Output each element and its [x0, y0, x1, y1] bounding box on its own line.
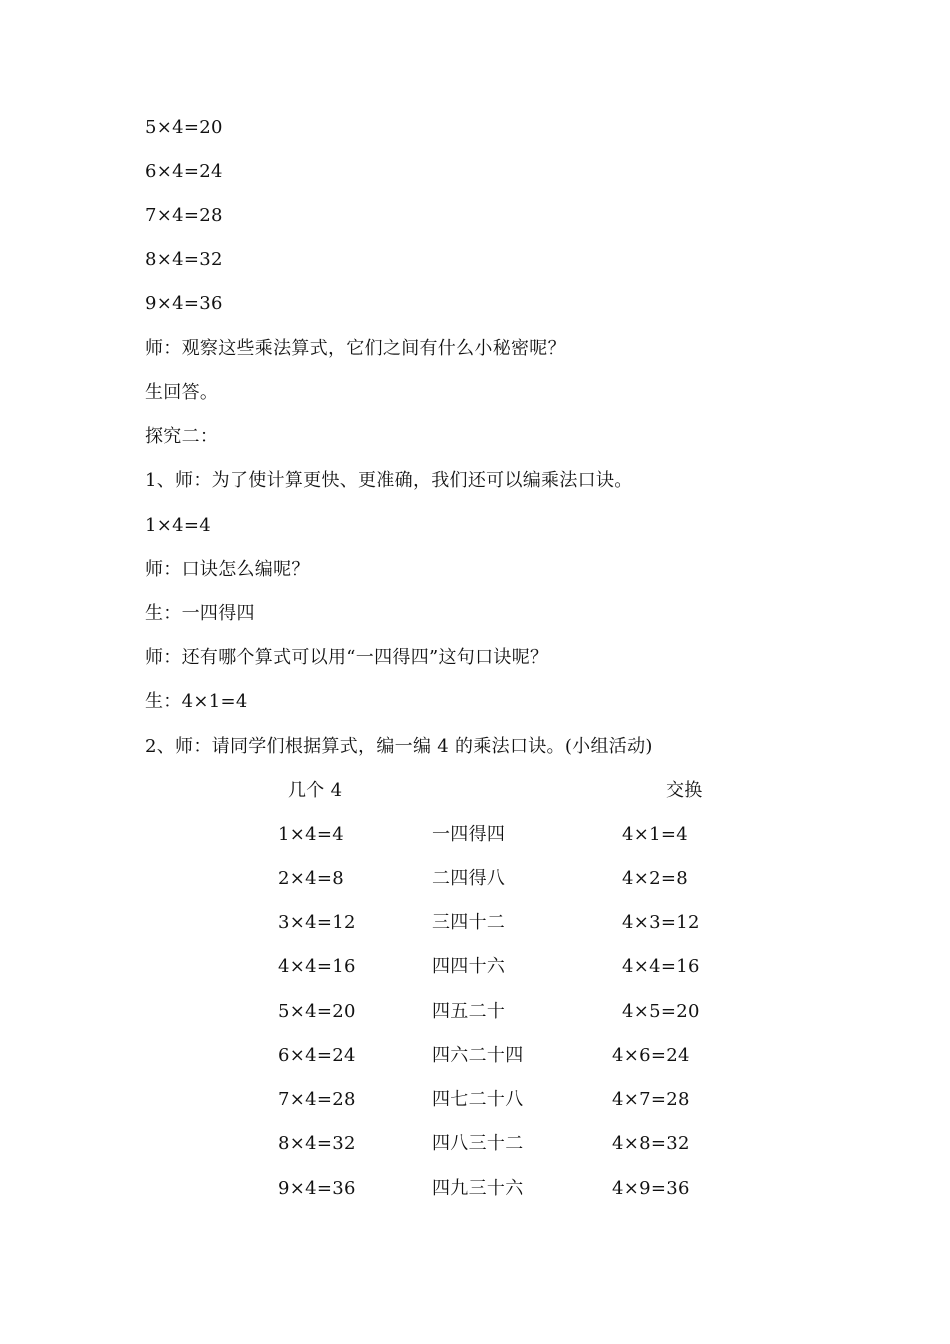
- equation-line: 9×4=36: [145, 293, 223, 314]
- student-answer: 生回答。: [145, 382, 219, 403]
- rhyme-cell: 二四得八: [432, 868, 506, 889]
- table-header-left: 几个 4: [288, 780, 343, 801]
- swap-cell: 4×3=12: [622, 912, 700, 933]
- equation-cell: 3×4=12: [278, 912, 356, 933]
- swap-cell: 4×8=32: [612, 1133, 690, 1154]
- equation-cell: 4×4=16: [278, 956, 356, 977]
- rhyme-cell: 四五二十: [432, 1001, 506, 1022]
- swap-cell: 4×5=20: [622, 1001, 700, 1022]
- equation-cell: 8×4=32: [278, 1133, 356, 1154]
- rhyme-cell: 四六二十四: [432, 1045, 524, 1066]
- teacher-instruction: 2、师：请同学们根据算式，编一编 4 的乘法口诀。(小组活动): [145, 736, 653, 757]
- equation-line: 6×4=24: [145, 161, 223, 182]
- rhyme-cell: 一四得四: [432, 824, 506, 845]
- equation-cell: 1×4=4: [278, 824, 345, 845]
- rhyme-cell: 四八三十二: [432, 1133, 524, 1154]
- teacher-question: 师：还有哪个算式可以用“一四得四”这句口诀呢？: [145, 647, 549, 668]
- equation-cell: 6×4=24: [278, 1045, 356, 1066]
- equation-line: 7×4=28: [145, 205, 223, 226]
- swap-cell: 4×1=4: [622, 824, 689, 845]
- swap-cell: 4×7=28: [612, 1089, 690, 1110]
- rhyme-cell: 四九三十六: [432, 1178, 524, 1199]
- equation-cell: 2×4=8: [278, 868, 345, 889]
- swap-cell: 4×9=36: [612, 1178, 690, 1199]
- teacher-question: 师：口诀怎么编呢？: [145, 559, 310, 580]
- teacher-question: 师：观察这些乘法算式，它们之间有什么小秘密呢？: [145, 338, 566, 359]
- student-answer: 生：4×1=4: [145, 691, 248, 712]
- equation-line: 1×4=4: [145, 515, 212, 536]
- equation-line: 8×4=32: [145, 249, 223, 270]
- rhyme-cell: 三四十二: [432, 912, 506, 933]
- section-heading: 探究二：: [145, 426, 219, 447]
- teacher-statement: 1、师：为了使计算更快、更准确，我们还可以编乘法口诀。: [145, 470, 633, 491]
- equation-cell: 9×4=36: [278, 1178, 356, 1199]
- swap-cell: 4×4=16: [622, 956, 700, 977]
- equation-line: 5×4=20: [145, 117, 223, 138]
- student-answer: 生：一四得四: [145, 603, 255, 624]
- swap-cell: 4×2=8: [622, 868, 689, 889]
- equation-cell: 5×4=20: [278, 1001, 356, 1022]
- rhyme-cell: 四七二十八: [432, 1089, 524, 1110]
- equation-cell: 7×4=28: [278, 1089, 356, 1110]
- table-header-right: 交换: [666, 780, 703, 801]
- swap-cell: 4×6=24: [612, 1045, 690, 1066]
- rhyme-cell: 四四十六: [432, 956, 506, 977]
